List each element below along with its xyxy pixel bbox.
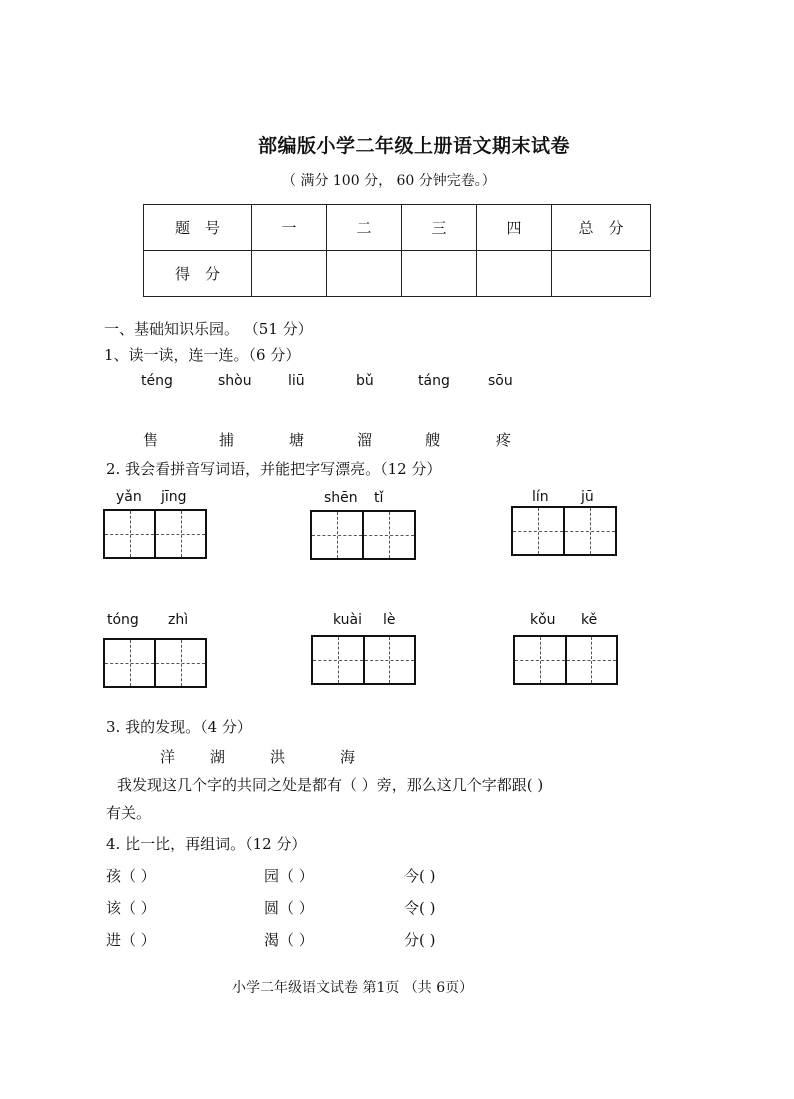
pinyin: jū xyxy=(581,489,594,505)
score-table-header-row xyxy=(144,205,651,251)
word-blank[interactable]: 今( ) xyxy=(404,867,436,885)
question-3-title: 3. 我的发现。（4 分） xyxy=(106,718,252,736)
word-blank[interactable]: 渴（ ） xyxy=(264,931,314,949)
section-heading: 一、基础知识乐园。 （51 分） xyxy=(104,320,313,338)
match-character: 售 xyxy=(143,431,159,449)
question-1-title: 1、读一读，连一连。（6 分） xyxy=(104,346,301,364)
question-4-title: 4. 比一比，再组词。（12 分） xyxy=(106,835,307,853)
score-table-cell: 三 xyxy=(402,205,477,251)
discovery-sentence-end: 有关。 xyxy=(106,804,152,822)
writing-grid[interactable] xyxy=(311,635,416,685)
score-table-cell: 得 分 xyxy=(144,251,252,297)
page-footer: 小学二年级语文试卷 第1页 （共 6页） xyxy=(232,980,474,996)
page-title: 部编版小学二年级上册语文期末试卷 xyxy=(258,135,571,157)
score-input-cell[interactable] xyxy=(477,251,552,297)
word-blank[interactable]: 该（ ） xyxy=(106,899,156,917)
page-subtitle: （ 满分 100 分， 60 分钟完卷。） xyxy=(282,173,496,189)
score-table-cell: 四 xyxy=(477,205,552,251)
pinyin: bǔ xyxy=(356,373,374,389)
writing-grid[interactable] xyxy=(511,506,617,556)
example-character: 洋 xyxy=(160,748,176,766)
match-character: 溜 xyxy=(357,431,373,449)
pinyin: sōu xyxy=(488,373,513,389)
pinyin: shēn xyxy=(324,490,358,506)
pinyin: tóng xyxy=(107,612,139,628)
word-blank[interactable]: 分( ) xyxy=(404,931,436,949)
match-character: 捕 xyxy=(219,431,235,449)
score-table xyxy=(143,204,651,297)
writing-grid[interactable] xyxy=(310,510,416,560)
word-blank[interactable]: 孩（ ） xyxy=(106,867,156,885)
writing-grid[interactable] xyxy=(103,638,207,688)
example-character: 海 xyxy=(340,748,356,766)
pinyin: yǎn xyxy=(116,489,142,505)
score-input-cell[interactable] xyxy=(552,251,651,297)
pinyin: lín xyxy=(532,489,549,505)
pinyin: téng xyxy=(141,373,173,389)
score-input-cell[interactable] xyxy=(327,251,402,297)
word-blank[interactable]: 园（ ） xyxy=(264,867,314,885)
score-input-cell[interactable] xyxy=(402,251,477,297)
example-character: 湖 xyxy=(210,748,226,766)
match-character: 艘 xyxy=(425,431,441,449)
word-blank[interactable]: 令( ) xyxy=(404,899,436,917)
match-character: 疼 xyxy=(496,431,512,449)
score-table-cell: 一 xyxy=(252,205,327,251)
pinyin: jīng xyxy=(161,489,187,505)
score-table-cell: 总 分 xyxy=(552,205,651,251)
writing-grid[interactable] xyxy=(103,509,207,559)
score-input-cell[interactable] xyxy=(252,251,327,297)
pinyin: táng xyxy=(418,373,450,389)
pinyin: liū xyxy=(288,373,305,389)
score-table-cell: 题 号 xyxy=(144,205,252,251)
match-character: 塘 xyxy=(289,431,305,449)
word-blank[interactable]: 进（ ） xyxy=(106,931,156,949)
example-character: 洪 xyxy=(270,748,286,766)
pinyin: shòu xyxy=(218,373,252,389)
question-2-title: 2. 我会看拼音写词语，并能把字写漂亮。（12 分） xyxy=(106,460,442,478)
pinyin: kǒu xyxy=(530,612,556,628)
pinyin: lè xyxy=(383,612,396,628)
discovery-sentence: 我发现这几个字的共同之处是都有（ ）旁，那么这几个字都跟( ) xyxy=(117,776,544,794)
score-table-cell: 二 xyxy=(327,205,402,251)
pinyin: tǐ xyxy=(374,490,384,506)
writing-grid[interactable] xyxy=(513,635,618,685)
pinyin: zhì xyxy=(168,612,189,628)
score-table-score-row xyxy=(144,251,651,297)
word-blank[interactable]: 圆（ ） xyxy=(264,899,314,917)
pinyin: kě xyxy=(581,612,598,628)
pinyin: kuài xyxy=(333,612,363,628)
